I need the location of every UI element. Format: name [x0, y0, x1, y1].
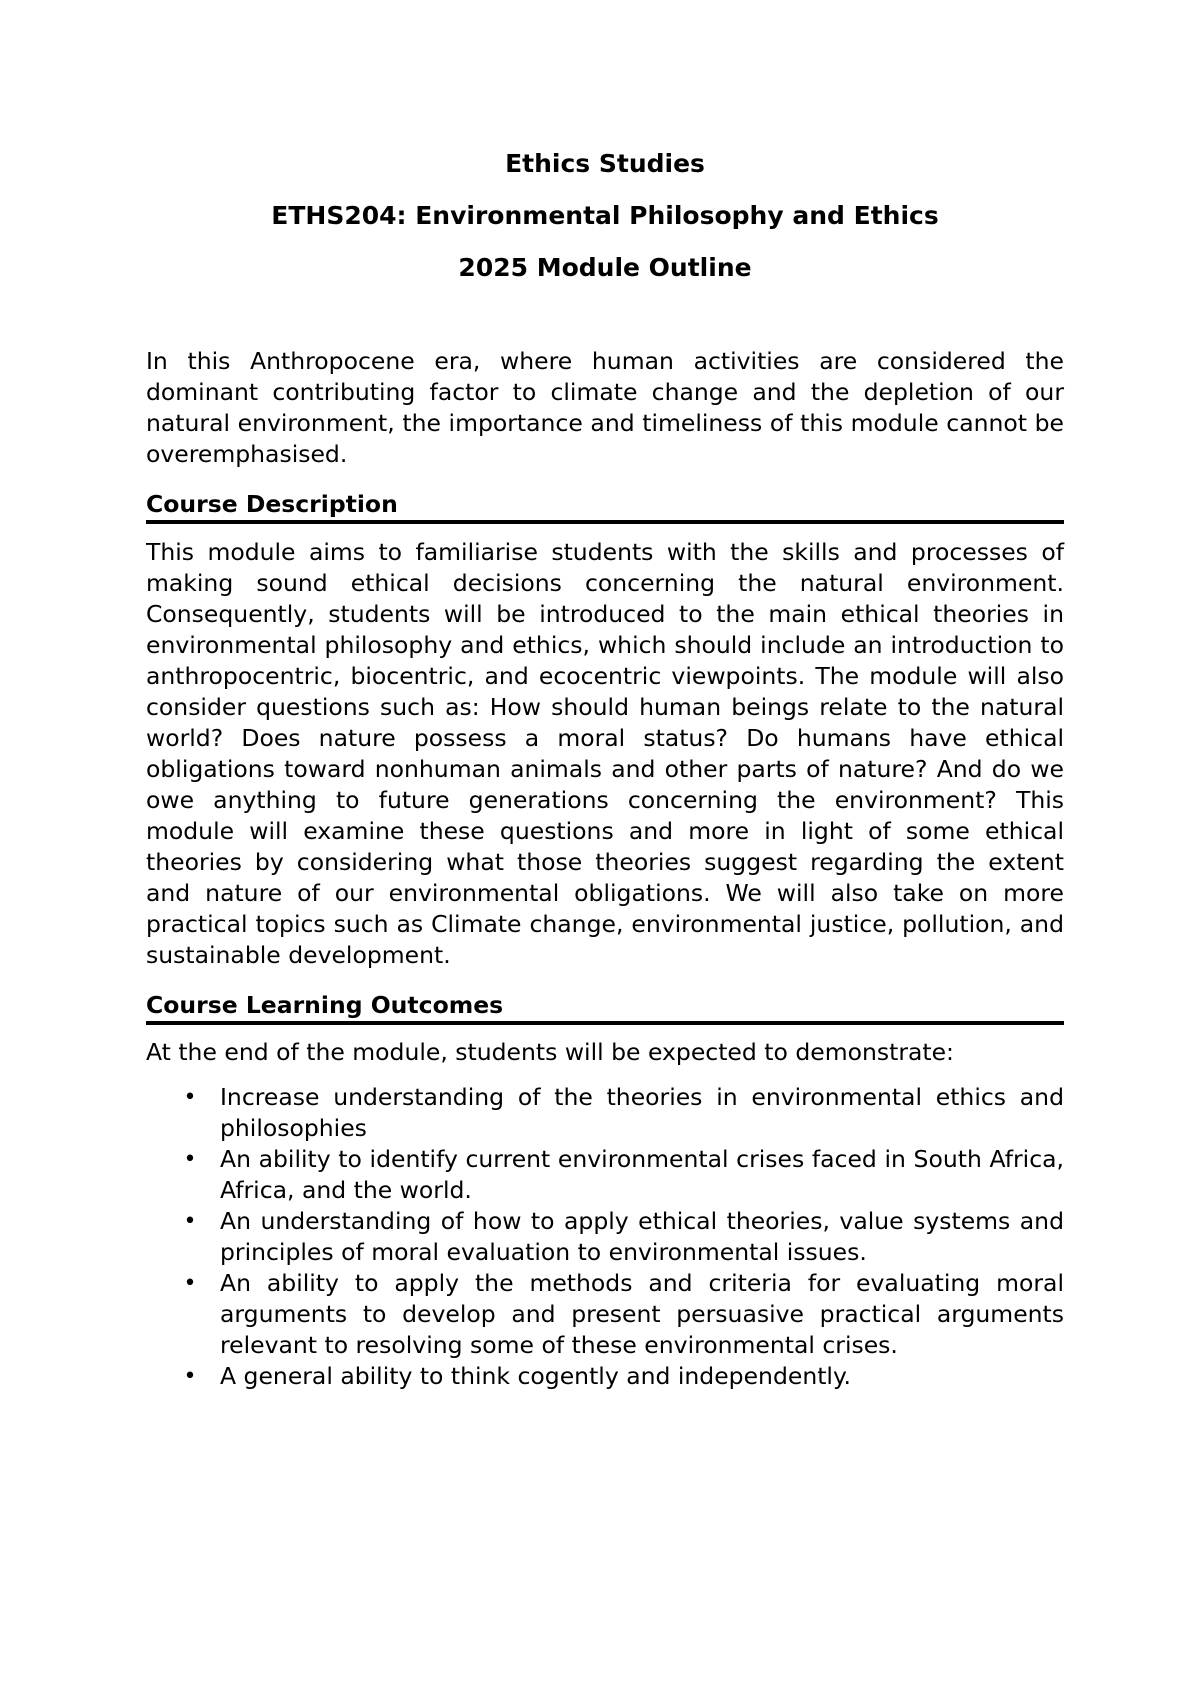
list-item — [183, 1082, 1064, 1144]
list-item — [183, 1268, 1064, 1361]
bullet-icon: • — [183, 1364, 197, 1389]
list-item-text: An ability to identify current environmental crises faced in South Africa, Africa, and the world. — [220, 1145, 1064, 1204]
list-item-text: An ability to apply the methods and criteria for evaluating moral arguments to develop and present persuasive practical arguments relevant to resolving some of these environmental crises. — [220, 1269, 1064, 1359]
list-item-text: Increase understanding of the theories in environmental ethics and philosophies — [220, 1083, 1064, 1142]
bullet-icon: • — [183, 1147, 197, 1172]
learning-outcomes-heading: Course Learning Outcomes — [146, 990, 1064, 1025]
learning-outcomes-intro: At the end of the module, students will be expected to demonstrate: — [146, 1038, 954, 1066]
course-description-body: This module aims to familiarise students with the skills and processes of making sound ethical decisions concerning the natural environment. Consequently, students will be introduced to the main ethical theories in environmental philosophy and ethics, which should include an introduction to anthropocentric, biocentric, and ecocentric viewpoints. The module will also consider questions such as: How should human beings relate to the natural world? Does nature possess a moral status? Do humans have ethical obligations toward nonhuman animals and other parts of nature? And do we owe anything to future generations concerning the environment? This module will examine these questions and more in light of some ethical theories by considering what those theories suggest regarding the extent and nature of our environmental obligations. We will also take on more practical topics such as Climate change, environmental justice, pollution, and sustainable development. — [146, 538, 1064, 969]
course-title: ETHS204: Environmental Philosophy and Ethics — [271, 201, 939, 230]
bullet-icon: • — [183, 1271, 197, 1296]
intro-paragraph: In this Anthropocene era, where human activities are considered the dominant contributing factor to climate change and the depletion of our natural environment, the importance and timeliness of this module cannot be overemphasised. — [146, 347, 1064, 468]
department-title: Ethics Studies — [505, 149, 705, 178]
list-item — [183, 1206, 1064, 1268]
bullet-icon: • — [183, 1209, 197, 1234]
document-title: 2025 Module Outline — [458, 253, 752, 282]
list-item — [183, 1361, 1064, 1392]
learning-outcomes-list — [146, 1082, 1064, 1392]
course-description-heading: Course Description — [146, 489, 1064, 524]
bullet-icon: • — [183, 1085, 197, 1110]
list-item — [183, 1144, 1064, 1206]
list-item-text: An understanding of how to apply ethical theories, value systems and principles of moral evaluation to environmental issues. — [220, 1207, 1064, 1266]
document-content — [146, 138, 1064, 1392]
list-item-text: A general ability to think cogently and independently. — [220, 1362, 851, 1390]
